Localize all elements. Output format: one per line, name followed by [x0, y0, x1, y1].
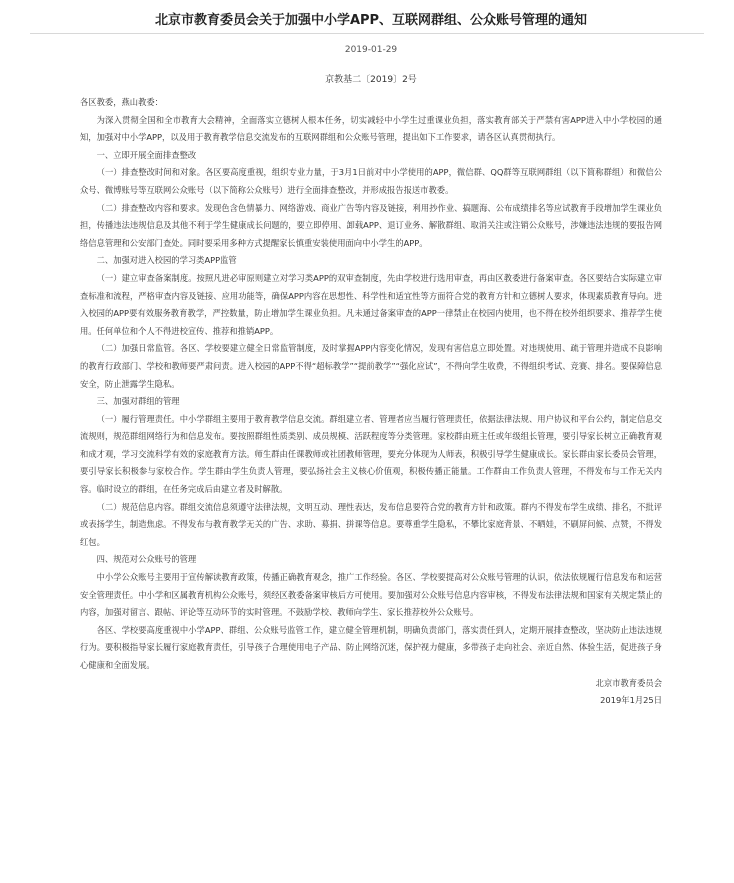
- section-heading: 一、立即开展全面排查整改: [96, 149, 197, 160]
- body-paragraph: （二）规范信息内容。群组交流信息须遵守法律法规，文明互动、理性表达，发布信息要符合党的教育方针和政策。群内不得发布学生成绩、排名，不批评或表扬学生，制造焦虑。不得发布与教育教学无关的广告、求助、募捐、拼课等信息。要尊重学生隐私，不攀比家庭背景、不晒娃，不刷屏问候、点赞，不得发红包。: [80, 501, 662, 547]
- publish-date: 2019-01-29: [344, 45, 398, 55]
- section-heading: 三、加强对群组的管理: [96, 396, 180, 407]
- document-body: [80, 94, 662, 710]
- body-paragraph: （二）排查整改内容和要求。发现色含色情暴力、网络游戏、商业广告等内容及链接，利用抄作业、搞题海、公布成绩排名等应试教育手段增加学生课业负担，传播违法违规信息及其他不利于学生健康成长问题的，要立即停用、卸载APP、退订业务、解散群组、取消关注或注销公众账号，涉嫌违法违规的要报告网络信息管理和公安部门查处。同时要采用多种方式提醒家长慎重安装使用面向中小学生的APP。: [80, 202, 662, 248]
- intro-paragraph: 为深入贯彻全国和全市教育大会精神，全面落实立德树人根本任务，切实减轻中小学生过重课业负担，落实教育部关于严禁有害APP进入中小学校园的通知，加强对中小学APP，以及用于教育教学信息交流发布的互联网群组和公众账号管理，提出如下工作要求，请各区认真贯彻执行。: [80, 114, 662, 143]
- section-heading: 四、规范对公众账号的管理: [96, 554, 197, 565]
- closing-paragraph: 各区、学校要高度重视中小学APP、群组、公众账号监管工作，建立健全管理机制，明确负责部门，落实责任到人，定期开展排查整改，坚决防止违法违规行为。要积极指导家长履行家庭教育责任，引导孩子合理使用电子产品、防止网络沉迷，保护视力健康，多带孩子走向社会、亲近自然、体验生活，促进孩子身心健康和全面发展。: [80, 624, 662, 670]
- document-title: 北京市教育委员会关于加强中小学APP、互联网群组、公众账号管理的通知: [154, 13, 588, 28]
- body-paragraph: （一）建立审查备案制度。按照凡进必审原则建立对学习类APP的双审查制度，先由学校进行选用审查，再由区教委进行备案审查。各区要结合实际建立审查标准和流程，严格审查内容及链接、应用功能等，确保APP内容在思想性、科学性和适宜性等方面符合党的教育方针和立德树人要求，体现素质教育导向。进入校园的APP要有效服务教育教学，严控数量，防止增加学生课业负担。凡未通过备案审查的APP一律禁止在校园内使用，也不得在校外组织要求、推荐学生使用。任何单位和个人不得进校宣传、推荐和推销APP。: [80, 272, 662, 336]
- body-paragraph: 中小学公众账号主要用于宣传解读教育政策，传播正确教育观念，推广工作经验。各区、学校要提高对公众账号管理的认识，依法依规履行信息发布和运营安全管理责任。中小学和区属教育机构公众账号，须经区教委备案审核后方可使用。要加强对公众账号信息内容审核，不得发布法律法规和国家有关规定禁止的内容，加强对留言、跟帖、评论等互动环节的实时管理。不鼓励学校、教师向学生、家长推荐校外公众账号。: [80, 572, 662, 618]
- body-paragraph: （一）履行管理责任。中小学群组主要用于教育教学信息交流。群组建立者、管理者应当履行管理责任，依据法律法规、用户协议和平台公约，制定信息交流规则，规范群组网络行为和信息发布。要按照群组性质类别、成员规模、活跃程度等分类管理。家校群由班主任或年级组长管理，要引导家长树立正确教育观和成才观，学习交流科学有效的家庭教育方法。师生群由任课教师或社团教师管理，要充分体现为人师表，积极引导学生健康成长。家长群由家长委员会管理，要引导家长积极参与家校合作。学生群由学生负责人管理，要弘扬社会主义核心价值观，积极传播正能量。工作群由工作负责人管理，不得发布与工作无关内容。临时设立的群组，在任务完成后由建立者及时解散。: [80, 413, 662, 495]
- body-paragraph: （二）加强日常监管。各区、学校要建立健全日常监管制度，及时掌握APP内容变化情况，发现有害信息立即处置。对违规使用、疏于管理并造成不良影响的教育行政部门、学校和教师要严肃问责。进入校园的APP不得“超标教学”“提前教学”“强化应试”，不得向学生收费，不得组织考试、竞赛、排名。要保障信息安全，防止泄露学生隐私。: [80, 343, 662, 389]
- section-heading: 二、加强对进入校园的学习类APP监管: [96, 255, 237, 266]
- body-paragraph: （一）排查整改时间和对象。各区要高度重视，组织专业力量，于3月1日前对中小学使用的APP，微信群、QQ群等互联网群组（以下简称群组）和微信公众号、微博账号等互联网公众账号（以下简称公众账号）进行全面排查整改，并形成报告报送市教委。: [80, 167, 662, 195]
- document-number: 京教基二〔2019〕2号: [325, 75, 417, 85]
- signature-date: 2019年1月25日: [600, 695, 662, 706]
- title-divider: [30, 33, 704, 34]
- signature-issuer: 北京市教育委员会: [595, 677, 662, 688]
- salutation: 各区教委，燕山教委：: [80, 97, 163, 107]
